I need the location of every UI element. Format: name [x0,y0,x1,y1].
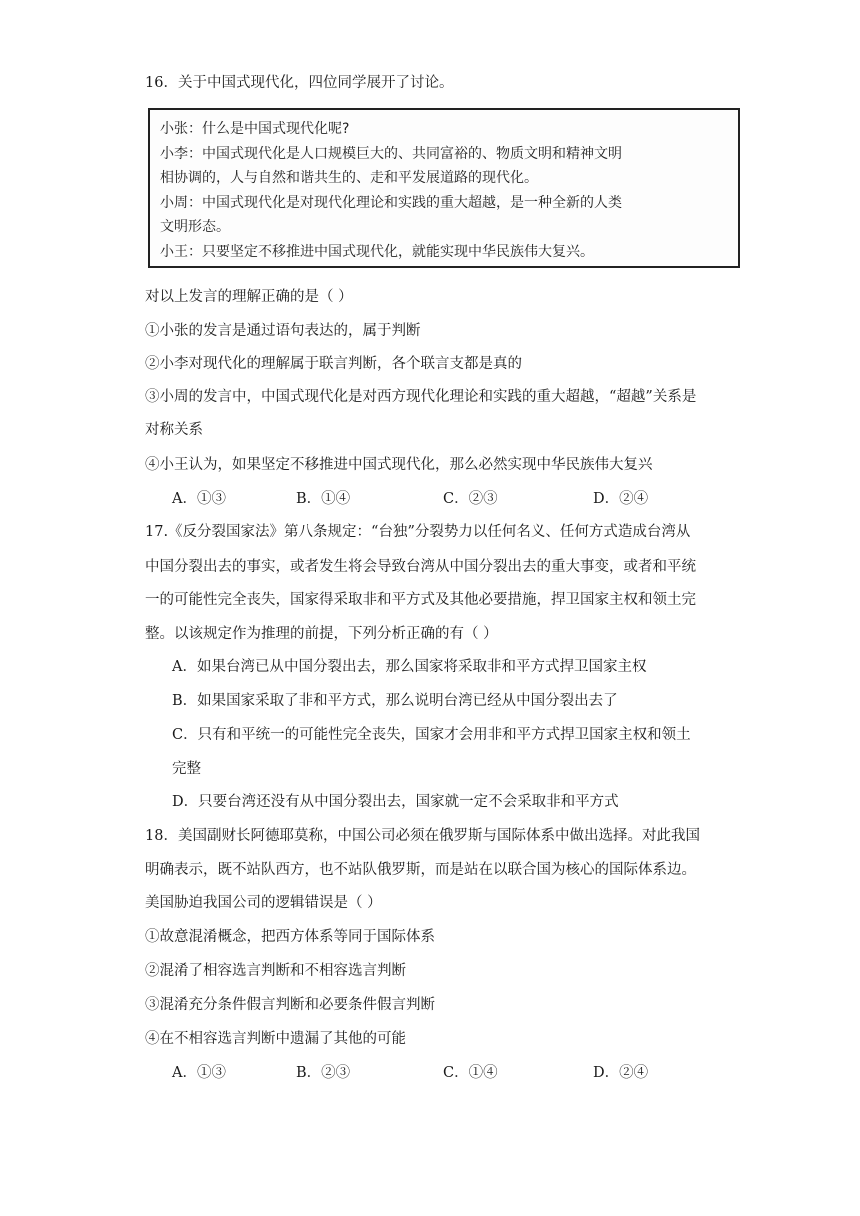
q17-option-c-cont: 完整 [172,761,201,777]
q18-item-1: ①故意混淆概念，把西方体系等同于国际体系 [145,929,435,945]
q18-stem-2: 明确表示，既不站队西方，也不站队俄罗斯，而是站在以联合国为核心的国际体系边。 [145,862,696,878]
q17-stem-1: 17.《反分裂国家法》第八条规定：“台独”分裂势力以任何名义、任何方式造成台湾从 [145,524,691,540]
q17-option-c: C．只有和平统一的可能性完全丧失，国家才会用非和平方式捍卫国家主权和领土 [172,727,691,743]
q18-option-a: A．①③ [172,1065,226,1081]
q17-stem-3: 一的可能性完全丧失，国家得采取非和平方式及其他必要措施，捍卫国家主权和领土完 [145,592,696,608]
q18-option-b: B．②③ [296,1065,351,1081]
q16-option-a: A．①③ [172,491,226,507]
q16-option-c: C．②③ [443,491,498,507]
q16-question: 对以上发言的理解正确的是（ ） [145,289,353,305]
q16-item-4: ④小王认为，如果坚定不移推进中国式现代化，那么必然实现中华民族伟大复兴 [145,457,653,473]
box-line-li-2: 相协调的，人与自然和谐共生的、走和平发展道路的现代化。 [160,170,538,186]
q16-stem: 16．关于中国式现代化，四位同学展开了讨论。 [145,75,454,91]
q17-stem-2: 中国分裂出去的事实，或者发生将会导致台湾从中国分裂出去的重大事变，或者和平统 [145,559,696,575]
q18-item-4: ④在不相容选言判断中遗漏了其他的可能 [145,1031,406,1047]
q18-item-3: ③混淆充分条件假言判断和必要条件假言判断 [145,997,435,1013]
q18-stem-3: 美国胁迫我国公司的逻辑错误是（ ） [145,895,382,911]
q17-option-b: B．如果国家采取了非和平方式，那么说明台湾已经从中国分裂出去了 [172,693,618,709]
q16-item-2: ②小李对现代化的理解属于联言判断，各个联言支都是真的 [145,356,522,372]
box-line-li-1: 小李：中国式现代化是人口规模巨大的、共同富裕的、物质文明和精神文明 [160,146,622,162]
q18-option-c: C．①④ [443,1065,498,1081]
q16-item-3: ③小周的发言中，中国式现代化是对西方现代化理论和实践的重大超越，“超越”关系是 [145,389,697,405]
q16-option-b: B．①④ [296,491,351,507]
q17-stem-4: 整。以该规定作为推理的前提，下列分析正确的有（ ） [145,626,498,642]
box-line-wang: 小王：只要坚定不移推进中国式现代化，就能实现中华民族伟大复兴。 [160,244,594,260]
q18-stem-1: 18．美国副财长阿德耶莫称，中国公司必须在俄罗斯与国际体系中做出选择。对此我国 [145,828,700,844]
q16-option-d: D．②④ [593,491,649,507]
q18-option-d: D．②④ [593,1065,649,1081]
q17-option-a: A．如果台湾已从中国分裂出去，那么国家将采取非和平方式捍卫国家主权 [172,659,647,675]
box-line-zhou-2: 文明形态。 [160,219,230,235]
q16-discussion-box [148,108,740,268]
q16-item-3-cont: 对称关系 [145,422,203,438]
q16-item-1: ①小张的发言是通过语句表达的，属于判断 [145,323,421,339]
box-line-zhou-1: 小周：中国式现代化是对现代化理论和实践的重大超越，是一种全新的人类 [160,195,622,211]
box-line-zhang: 小张：什么是中国式现代化呢? [160,121,350,137]
q18-item-2: ②混淆了相容选言判断和不相容选言判断 [145,963,406,979]
q17-option-d: D．只要台湾还没有从中国分裂出去，国家就一定不会采取非和平方式 [172,794,619,810]
